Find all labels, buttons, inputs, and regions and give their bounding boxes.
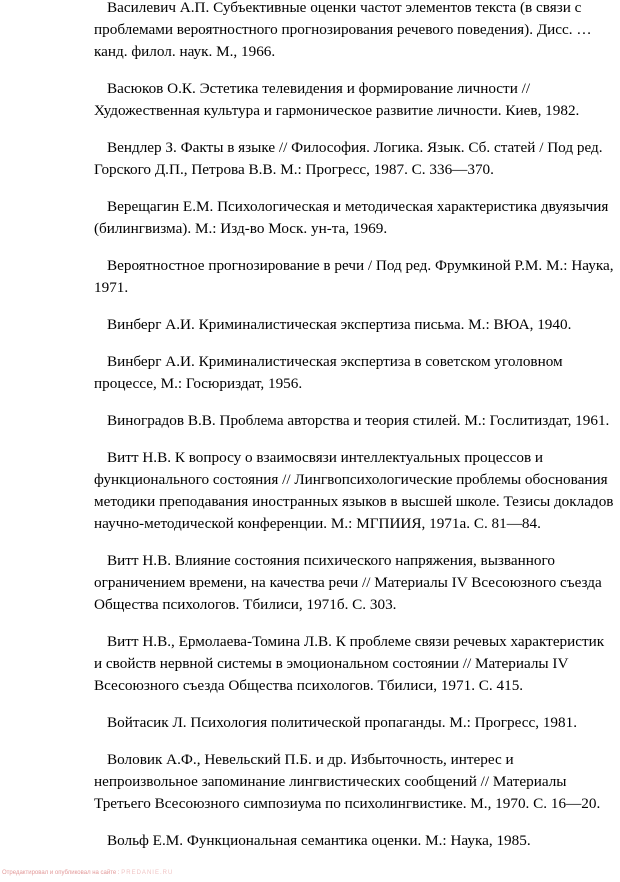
reference-entry: Верещагин Е.М. Психологическая и методическая характеристика двуязычия (билингвизма). М.: Изд-во Моск. ун-та, 1969. (94, 198, 609, 237)
reference-entry: Воловик А.Ф., Невельский П.Б. и др. Избыточность, интерес и непроизвольное запоминание лингвистических сообщений // Материалы Третьего Всесоюзного симпозиума по психолингвистике. М., 1970. С. 16—20. (94, 751, 601, 812)
footer-watermark (2, 869, 173, 877)
reference-entry: Вероятностное прогнозирование в речи / Под ред. Фрумкиной Р.М. М.: Наука, 1971. (94, 257, 614, 296)
footer-text: Отредактировал и опубликовал на сайте : (2, 870, 120, 876)
reference-entry: Витт Н.В. К вопросу о взаимосвязи интеллектуальных процессов и функционального состояния // Лингвопсихологические проблемы обоснования методики преподавания иностранных языков в высшей школе. Тезисы докладов научно-методической конференции. М.: МГПИИЯ, 1971а. С. 81—84. (94, 449, 614, 532)
reference-entry: Виноградов В.В. Проблема авторства и теория стилей. М.: Гослитиздат, 1961. (107, 412, 610, 429)
reference-entry: Винберг А.И. Криминалистическая экспертиза письма. М.: ВЮА, 1940. (107, 316, 572, 333)
reference-entry: Василевич А.П. Субъективные оценки частот элементов текста (в связи с проблемами вероятностного прогнозирования речевого поведения). Дисс. … канд. филол. наук. М., 1966. (94, 0, 592, 60)
reference-entry: Войтасик Л. Психология политической пропаганды. М.: Прогресс, 1981. (107, 714, 577, 731)
reference-entry: Витт Н.В., Ермолаева-Томина Л.В. К проблеме связи речевых характеристик и свойств нервной системы в эмоциональном состоянии // Материалы IV Всесоюзного съезда Общества психологов. Тбилиси, 1971. С. 415. (94, 633, 605, 694)
footer-site: PREDANIE.RU (121, 870, 174, 876)
reference-entry: Васюков О.К. Эстетика телевидения и формирование личности // Художественная культура и гармоническое развитие личности. Киев, 1982. (94, 80, 580, 119)
reference-list (94, 0, 614, 867)
reference-entry: Вольф Е.М. Функциональная семантика оценки. М.: Наука, 1985. (107, 832, 531, 849)
reference-entry: Вендлер З. Факты в языке // Философия. Логика. Язык. Сб. статей / Под ред. Горского Д.П., Петрова В.В. М.: Прогресс, 1987. С. 336—370. (94, 139, 603, 178)
reference-entry: Винберг А.И. Криминалистическая экспертиза в советском уголовном процессе, М.: Госюриздат, 1956. (94, 353, 563, 392)
reference-entry: Витт Н.В. Влияние состояния психического напряжения, вызванного ограничением времени, на качества речи // Материалы IV Всесоюзного съезда Общества психологов. Тбилиси, 1971б. С. 303. (94, 552, 602, 613)
